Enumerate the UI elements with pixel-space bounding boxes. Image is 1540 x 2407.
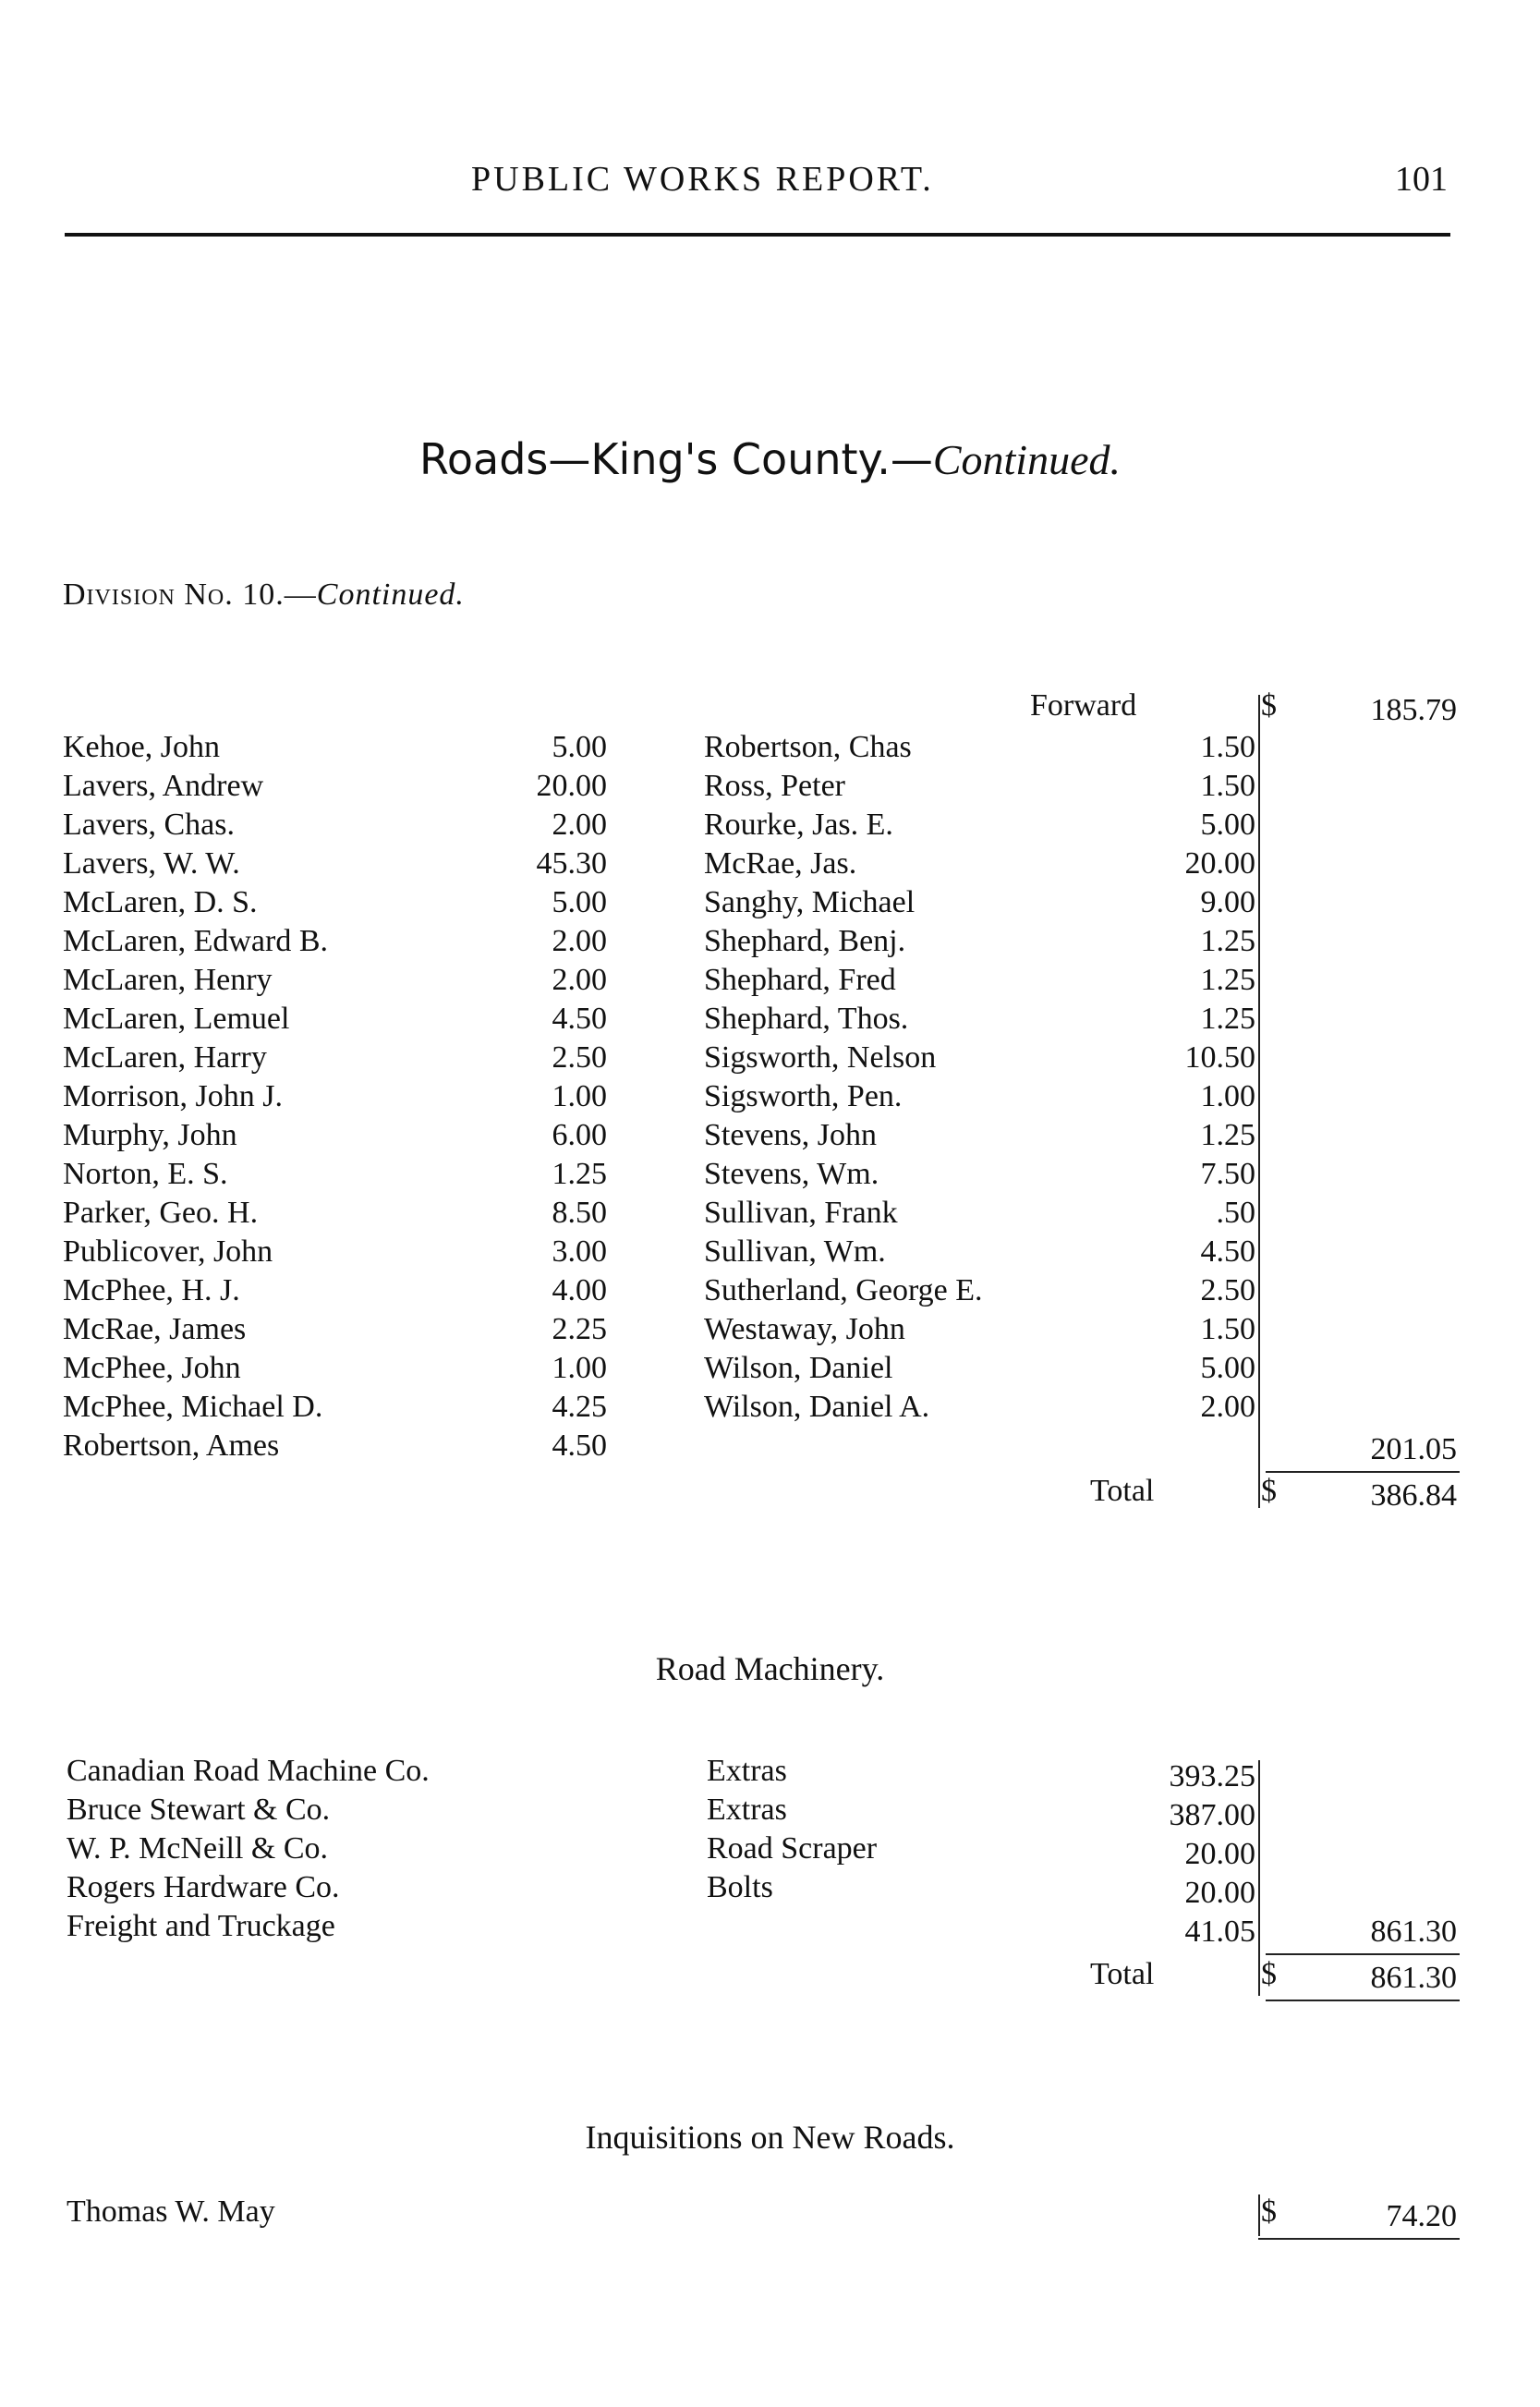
machinery-title: Road Machinery. — [655, 1650, 885, 1687]
entry-name: McLaren, D. S. — [63, 885, 258, 919]
machinery-total-label: Total — [1090, 1957, 1155, 1991]
machinery-item: Road Scraper — [707, 1831, 878, 1866]
entry-name: Sigsworth, Nelson — [704, 1040, 937, 1075]
title-suffix: Continued. — [932, 436, 1121, 483]
entry-amount: 2.00 — [552, 808, 607, 842]
entry-name: McLaren, Harry — [63, 1040, 267, 1075]
machinery-item: Extras — [707, 1793, 787, 1827]
machinery-vendor: Freight and Truckage — [67, 1909, 335, 1943]
entry-name: McLaren, Lemuel — [63, 1002, 290, 1036]
entry-amount: 1.25 — [1200, 1118, 1255, 1152]
entry-amount: 5.00 — [552, 730, 607, 764]
entry-name: Stevens, John — [704, 1118, 877, 1152]
entry-amount: 4.50 — [552, 1428, 607, 1463]
entry-amount: 20.00 — [1184, 846, 1255, 881]
entry-name: Kehoe, John — [63, 730, 220, 764]
forward-label: Forward — [1030, 688, 1137, 723]
machinery-vendor: Bruce Stewart & Co. — [67, 1793, 331, 1827]
inquisitions-column-rule — [1258, 2194, 1260, 2236]
entry-amount: 2.25 — [552, 1312, 607, 1346]
machinery-subtotal-rule — [1266, 1953, 1460, 1955]
entry-name: Wilson, Daniel — [704, 1351, 893, 1385]
machinery-amount: 393.25 — [1169, 1759, 1255, 1793]
entry-amount: 7.50 — [1200, 1157, 1255, 1191]
running-head: PUBLIC WORKS REPORT. — [471, 160, 934, 199]
forward-currency: $ — [1261, 688, 1277, 723]
entry-name: Sullivan, Wm. — [704, 1234, 886, 1269]
entry-amount: 5.00 — [1200, 808, 1255, 842]
entry-name: Wilson, Daniel A. — [704, 1390, 930, 1424]
machinery-column-rule — [1258, 1760, 1260, 1996]
inquisitions-name: Thomas W. May — [67, 2194, 275, 2229]
machinery-total-amount: 861.30 — [1370, 1961, 1457, 1995]
entry-amount: 5.00 — [1200, 1351, 1255, 1385]
entry-name: Shephard, Thos. — [704, 1002, 909, 1036]
division-subtotal: 201.05 — [1370, 1432, 1457, 1466]
inquisitions-rule — [1258, 2238, 1460, 2240]
division-label: Division No. 10.— — [63, 577, 317, 612]
entry-name: McLaren, Edward B. — [63, 924, 329, 958]
entry-amount: .50 — [1216, 1196, 1255, 1230]
entry-name: Lavers, Andrew — [63, 769, 264, 803]
entry-name: Stevens, Wm. — [704, 1157, 879, 1191]
inquisitions-title: Inquisitions on New Roads. — [585, 2119, 955, 2156]
entry-name: Norton, E. S. — [63, 1157, 228, 1191]
subtotal-rule — [1266, 1471, 1460, 1473]
machinery-vendor: Rogers Hardware Co. — [67, 1870, 340, 1904]
entry-name: Robertson, Ames — [63, 1428, 280, 1463]
machinery-vendor: W. P. McNeill & Co. — [67, 1831, 329, 1866]
page-number: 101 — [1395, 160, 1448, 199]
entry-amount: 1.50 — [1200, 769, 1255, 803]
entry-name: McPhee, Michael D. — [63, 1390, 323, 1424]
entry-amount: 4.50 — [1200, 1234, 1255, 1269]
entry-amount: 1.25 — [1200, 963, 1255, 997]
machinery-total-currency: $ — [1261, 1957, 1277, 1991]
entry-name: Lavers, W. W. — [63, 846, 240, 881]
entry-name: Sigsworth, Pen. — [704, 1079, 903, 1113]
division-heading — [63, 577, 465, 613]
entry-name: Westaway, John — [704, 1312, 905, 1346]
entry-amount: 3.00 — [552, 1234, 607, 1269]
inquisitions-amount: 74.20 — [1386, 2199, 1457, 2233]
entry-name: McRae, Jas. — [704, 846, 857, 881]
division-suffix: Continued. — [316, 577, 465, 612]
header-rule — [65, 233, 1450, 237]
entry-amount: 2.00 — [552, 924, 607, 958]
entry-amount: 2.50 — [552, 1040, 607, 1075]
entry-amount: 1.00 — [1200, 1079, 1255, 1113]
entry-name: Morrison, John J. — [63, 1079, 284, 1113]
title-main: Roads—King's County.— — [419, 434, 933, 484]
entry-amount: 1.25 — [1200, 1002, 1255, 1036]
entry-amount: 2.00 — [1200, 1390, 1255, 1424]
entry-amount: 4.50 — [552, 1002, 607, 1036]
entry-amount: 1.00 — [552, 1079, 607, 1113]
inquisitions-currency: $ — [1261, 2194, 1277, 2229]
forward-amount: 185.79 — [1370, 693, 1457, 727]
entry-amount: 10.50 — [1184, 1040, 1255, 1075]
entry-amount: 20.00 — [536, 769, 607, 803]
entry-name: McPhee, John — [63, 1351, 241, 1385]
entry-amount: 4.25 — [552, 1390, 607, 1424]
machinery-item: Extras — [707, 1754, 787, 1788]
division-total-amount: 386.84 — [1370, 1478, 1457, 1513]
machinery-vendor: Canadian Road Machine Co. — [67, 1754, 430, 1788]
entry-name: Lavers, Chas. — [63, 808, 236, 842]
machinery-item: Bolts — [707, 1870, 773, 1904]
entry-name: McPhee, H. J. — [63, 1273, 240, 1307]
entry-amount: 1.25 — [552, 1157, 607, 1191]
entry-amount: 1.50 — [1200, 730, 1255, 764]
division-total-currency: $ — [1261, 1474, 1277, 1508]
entry-amount: 2.00 — [552, 963, 607, 997]
entry-amount: 6.00 — [552, 1118, 607, 1152]
entry-amount: 5.00 — [552, 885, 607, 919]
entry-name: Robertson, Chas — [704, 730, 912, 764]
entry-name: Sanghy, Michael — [704, 885, 916, 919]
amount-column-rule — [1258, 695, 1260, 1508]
entry-name: Ross, Peter — [704, 769, 845, 803]
entry-amount: 2.50 — [1200, 1273, 1255, 1307]
entry-name: McLaren, Henry — [63, 963, 273, 997]
entry-amount: 1.00 — [552, 1351, 607, 1385]
machinery-subtotal: 861.30 — [1370, 1915, 1457, 1949]
machinery-amount: 41.05 — [1184, 1915, 1255, 1949]
entry-name: McRae, James — [63, 1312, 247, 1346]
entry-name: Shephard, Benj. — [704, 924, 906, 958]
machinery-amount: 387.00 — [1169, 1798, 1255, 1832]
entry-name: Sullivan, Frank — [704, 1196, 898, 1230]
entry-name: Murphy, John — [63, 1118, 237, 1152]
division-total-label: Total — [1090, 1474, 1155, 1508]
entry-name: Parker, Geo. H. — [63, 1196, 259, 1230]
entry-name: Publicover, John — [63, 1234, 273, 1269]
entry-name: Sutherland, George E. — [704, 1273, 983, 1307]
entry-name: Rourke, Jas. E. — [704, 808, 893, 842]
machinery-total-rule — [1266, 2000, 1460, 2001]
entry-amount: 9.00 — [1200, 885, 1255, 919]
machinery-amount: 20.00 — [1184, 1876, 1255, 1910]
entry-amount: 1.25 — [1200, 924, 1255, 958]
entry-amount: 1.50 — [1200, 1312, 1255, 1346]
entry-amount: 45.30 — [536, 846, 607, 881]
page-title — [0, 434, 1540, 484]
entry-amount: 4.00 — [552, 1273, 607, 1307]
entry-amount: 8.50 — [552, 1196, 607, 1230]
machinery-amount: 20.00 — [1184, 1837, 1255, 1871]
entry-name: Shephard, Fred — [704, 963, 896, 997]
